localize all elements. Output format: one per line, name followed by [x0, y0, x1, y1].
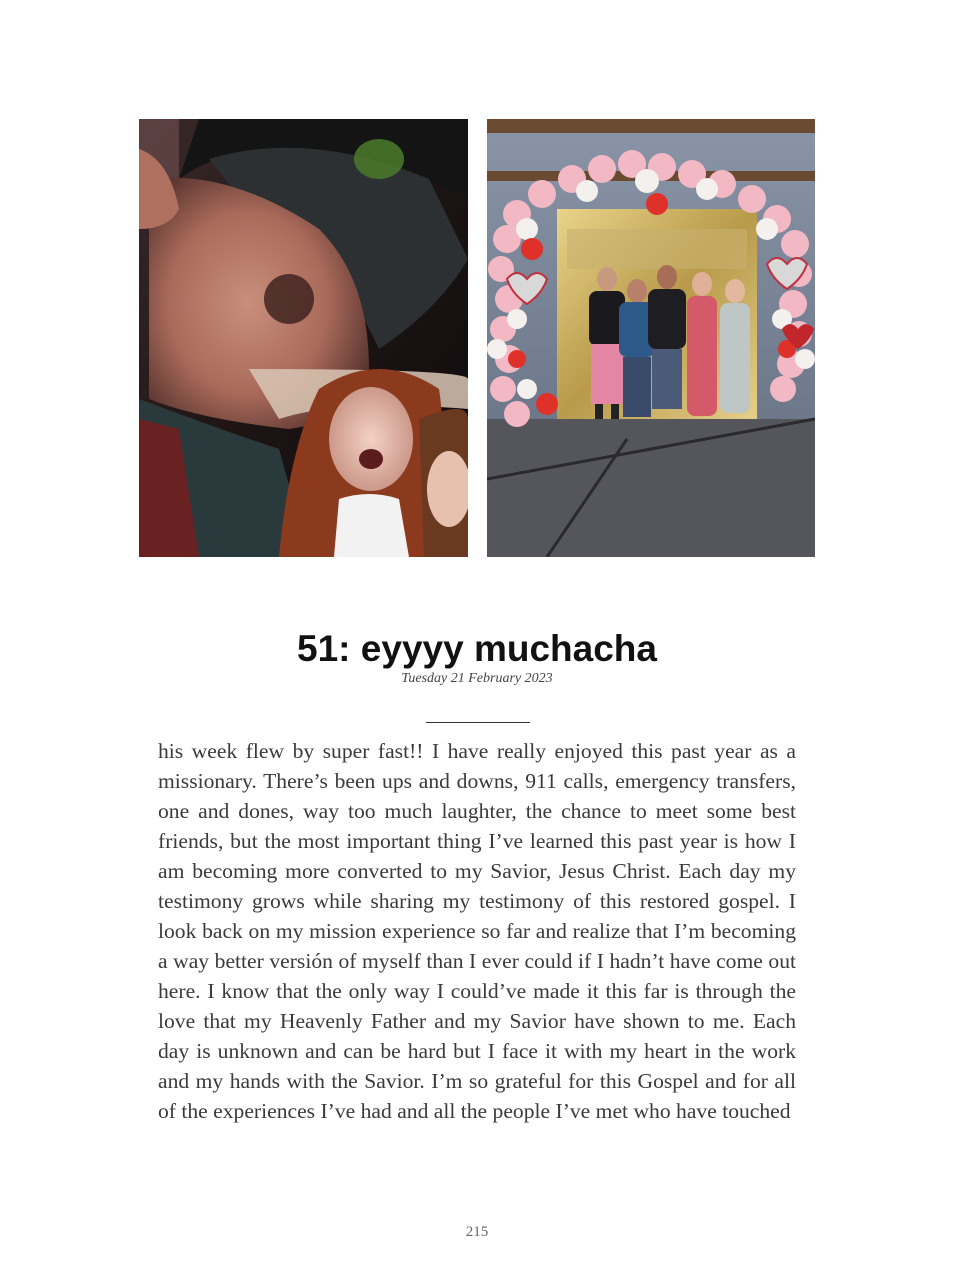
chapter-title: 51: eyyyy muchacha: [297, 628, 657, 669]
chapter-date: Tuesday 21 February 2023: [401, 671, 553, 686]
body-paragraph: his week flew by super fast!! I have really enjoyed this past year as a missionary. There’s been ups and downs, 911 calls, emergency transfers, one and dones, way too much laughter, the chance to meet some best friends, but the most important thing I’ve learned this past year is how I am becoming more converted to my Savior, Jesus Christ. Each day my testimony grows while sharing my testimony of this restored gospel. I look back on my mission experience so far and realize that I’m becoming a way better versión of myself than I ever could if I hadn’t have come out here. I know that the only way I could’ve made it this far is through the love that my Heavenly Father and my Savior have shown to me. Each day is unknown and can be hard but I face it with my heart in the work and my hands with the Savior. I’m so grateful for this Gospel and for all of the experiences I’ve had and all the people I’ve met who have touched: [158, 739, 796, 1123]
page-number: 215: [465, 1224, 489, 1240]
selfie-photo: [139, 119, 468, 557]
title-divider: [426, 722, 530, 723]
group-photo: [487, 119, 815, 557]
